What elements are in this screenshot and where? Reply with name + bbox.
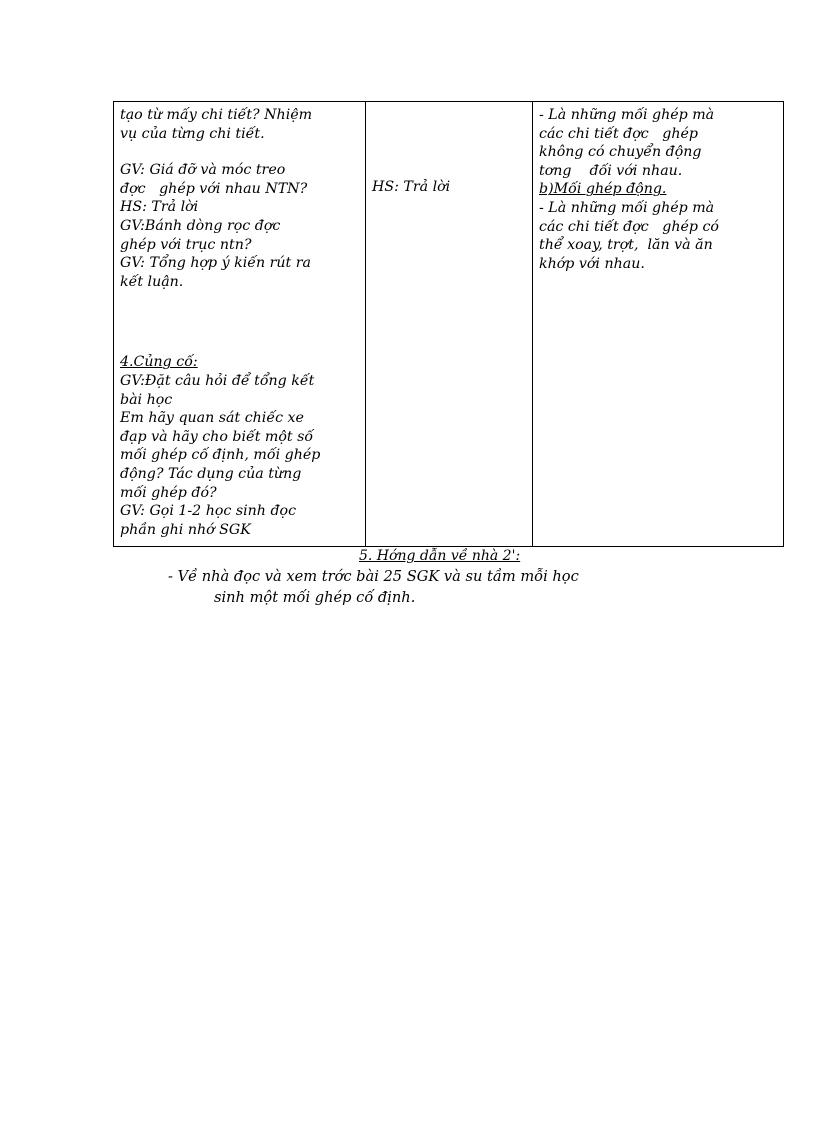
text-line: GV: Gọi 1-2 học sinh đọc — [120, 503, 297, 520]
text-line: kết luận. — [120, 273, 184, 290]
text-line: các chi tiết đợc ghép có — [539, 218, 719, 235]
text-line: đạp và hãy cho biết một số — [120, 428, 314, 445]
homework-heading: 5. Hớng dẫn về nhà 2': — [359, 548, 521, 564]
text-line: GV:Đặt câu hỏi để tổng kết — [120, 372, 315, 389]
text-line: khớp với nhau. — [539, 255, 645, 272]
text-line: - Là những mối ghép mà — [539, 199, 715, 216]
text-line: tạo từ mấy chi tiết? Nhiệm — [120, 107, 313, 123]
student-answer: HS: Trả lời — [372, 179, 451, 195]
text-line: động? Tác dụng của từng — [120, 465, 302, 482]
text-line: GV:Bánh dòng rọc đợc — [120, 217, 281, 234]
content-cell — [533, 102, 784, 547]
text-line: không có chuyển động — [539, 144, 702, 161]
text-line: - Là những mối ghép mà — [539, 107, 715, 123]
text-line: ghép với trục ntn? — [120, 236, 252, 253]
text-line: tơng đối với nhau. — [539, 162, 683, 179]
text-line: thể xoay, trợt, lăn và ăn — [539, 237, 713, 254]
text-line: Em hãy quan sát chiếc xe — [120, 410, 304, 427]
student-activity-cell — [366, 102, 533, 547]
homework-line: sinh một mối ghép cố định. — [214, 589, 416, 606]
text-line: phần ghi nhớ SGK — [120, 521, 251, 538]
text-line: HS: Trả lời — [120, 199, 199, 216]
text-line: mối ghép đó? — [120, 484, 217, 501]
text-line: vụ của từng chi tiết. — [120, 125, 265, 142]
homework-line: - Về nhà đọc và xem trớc bài 25 SGK và su tầm mỗi học — [168, 568, 579, 585]
text-line: GV: Giá đỡ và móc treo — [120, 162, 286, 179]
table-row — [114, 102, 784, 547]
text-line: bài học — [120, 391, 173, 408]
text-line: đợc ghép với nhau NTN? — [120, 180, 308, 197]
lesson-table — [113, 101, 784, 547]
text-line: mối ghép cố định, mối ghép — [120, 447, 321, 464]
section-heading: 4.Củng cố: — [120, 354, 198, 371]
text-line: các chi tiết đợc ghép — [539, 125, 698, 142]
subheading: b)Mối ghép động. — [539, 181, 667, 198]
text-line: GV: Tổng hợp ý kiến rút ra — [120, 255, 311, 272]
teacher-activity-cell — [114, 102, 366, 547]
